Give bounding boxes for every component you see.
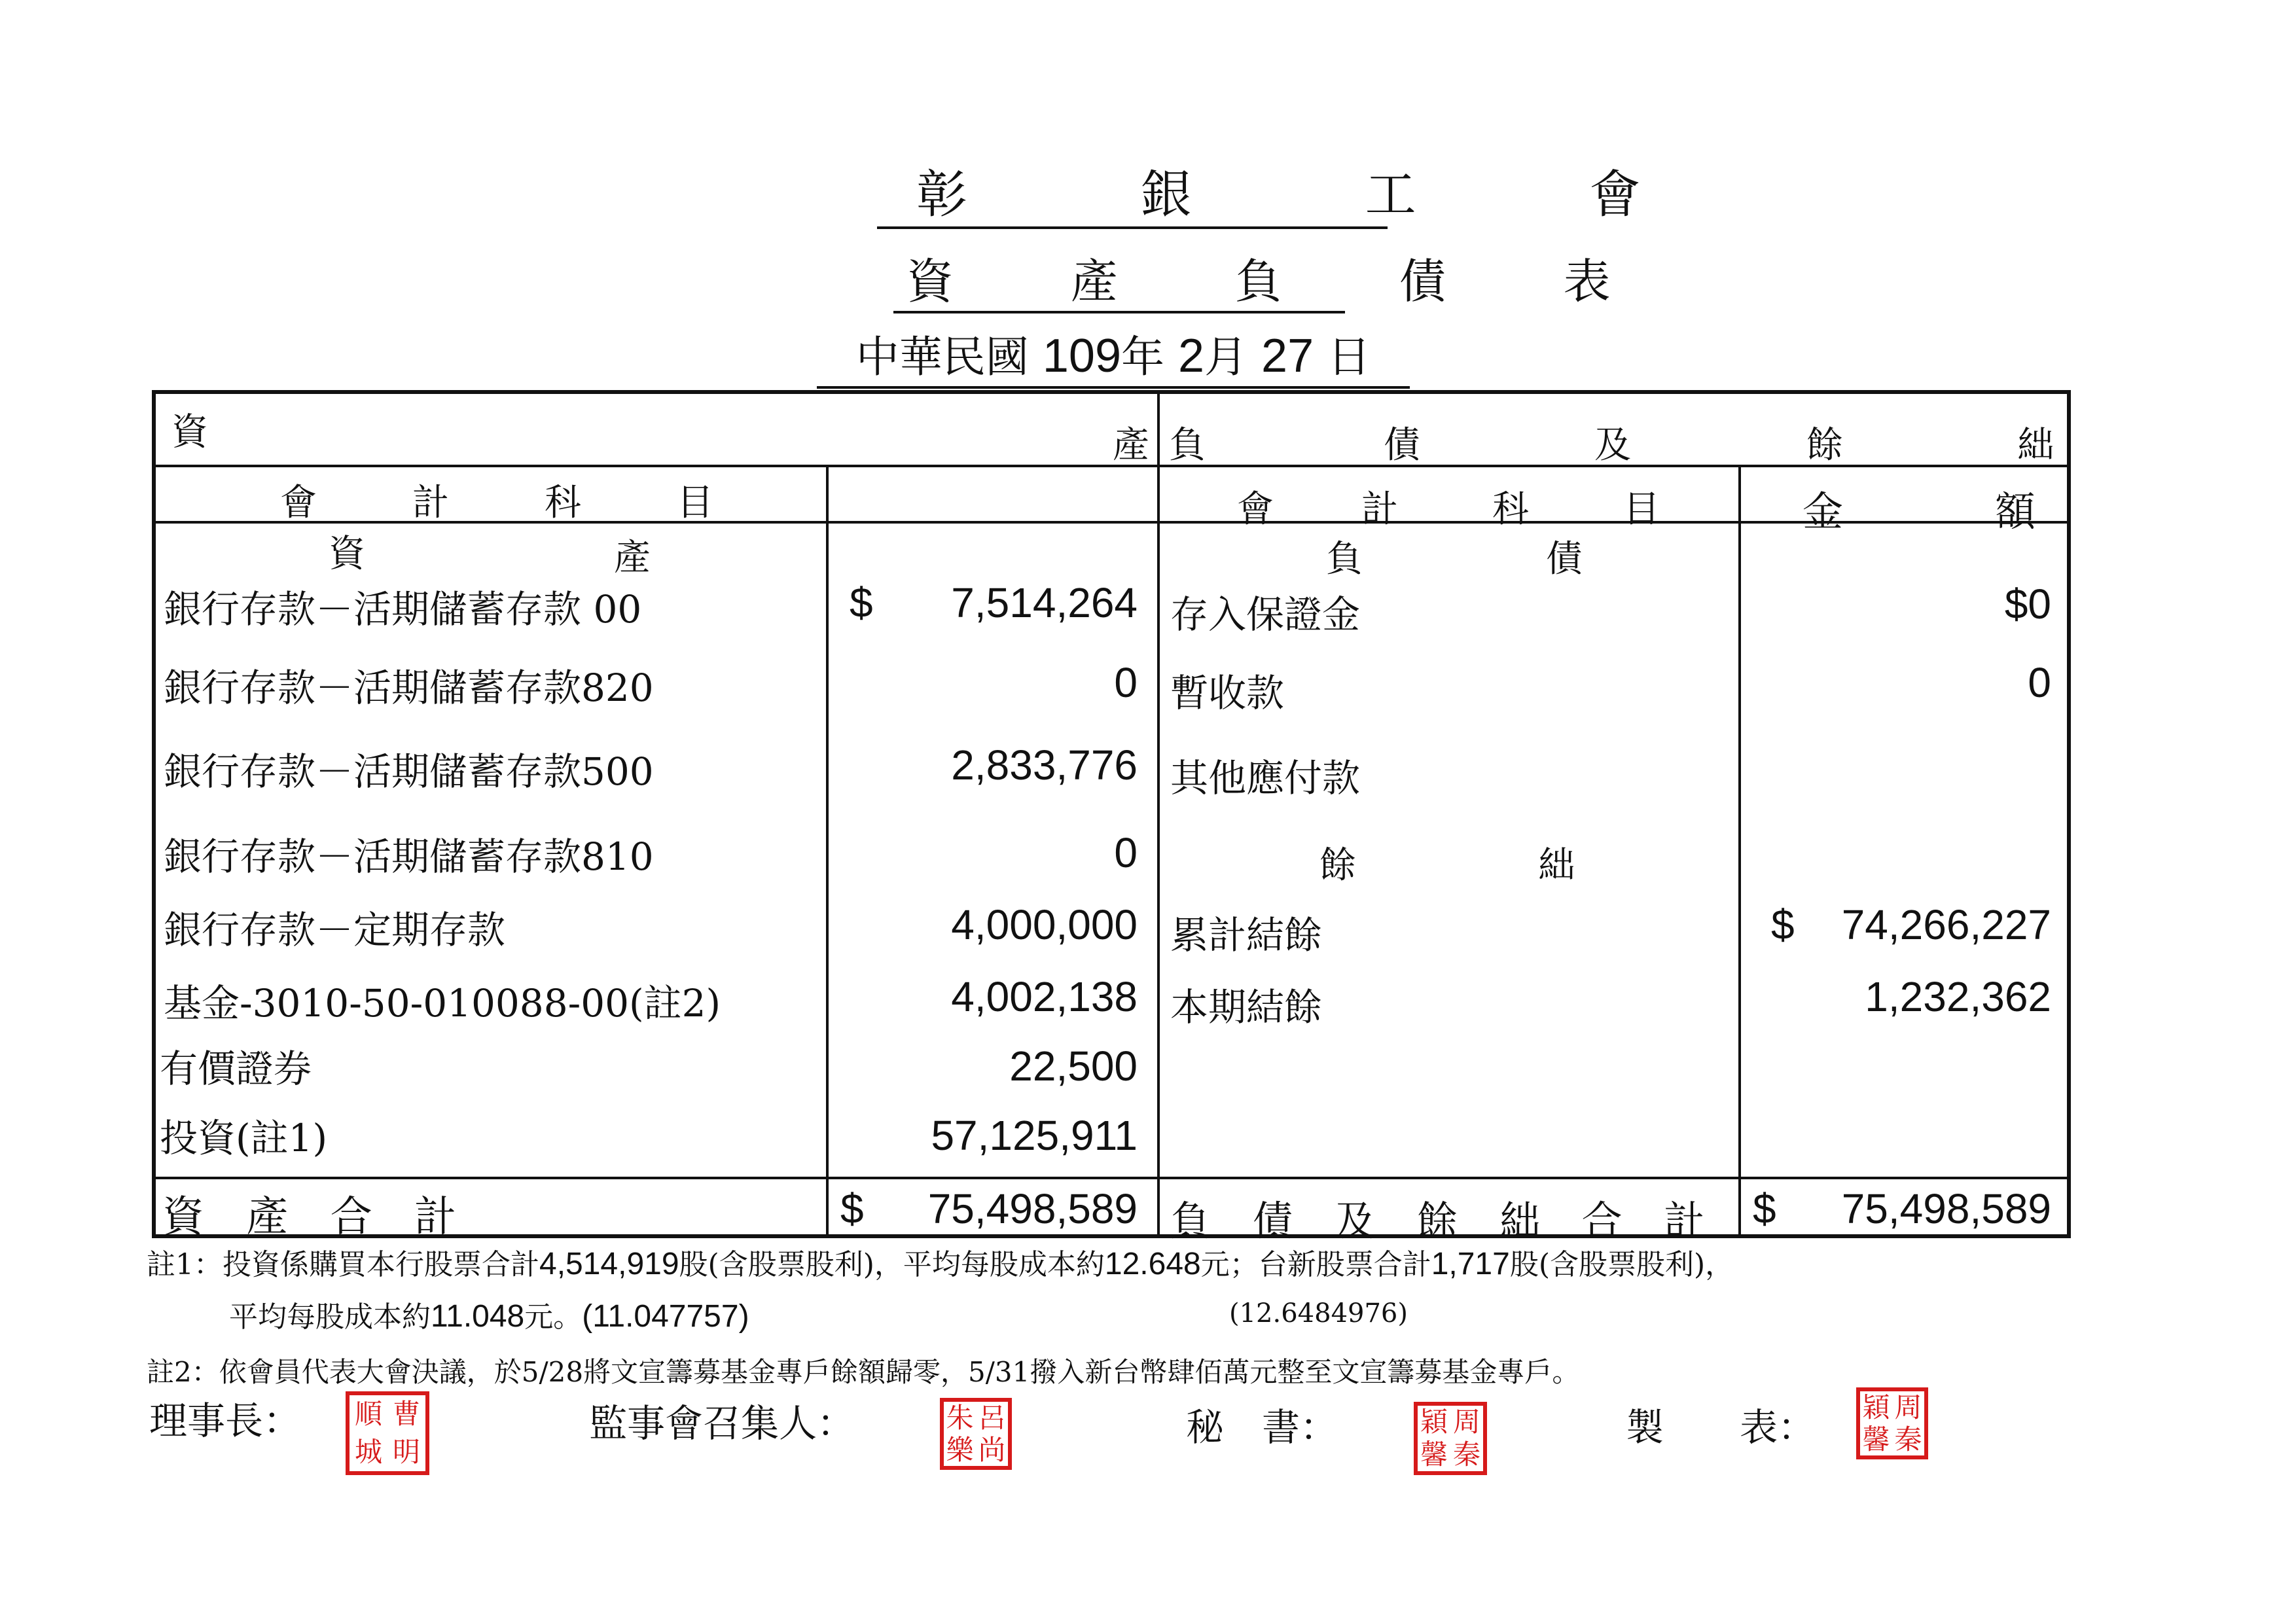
date-year: 109 (1042, 330, 1122, 382)
seal-char: 明 (392, 1436, 420, 1468)
total-assets-amount: 75,498,589 (927, 1185, 1138, 1232)
surplus-row-label: 本期結餘 (1170, 985, 1323, 1029)
asset-row-label: 投資(註1) (160, 1116, 328, 1160)
right-group-char-3: 及 (1594, 424, 1631, 467)
asset-row-amount: 4,002,138 (951, 973, 1138, 1020)
seal-char: 呂 (978, 1401, 1006, 1434)
seal-char: 城 (354, 1436, 382, 1468)
surplus-section-char-1: 餘 (1319, 844, 1356, 887)
seal-char: 馨 (1862, 1423, 1890, 1455)
seal-char: 穎 (1420, 1406, 1448, 1438)
asset-row-amount: 57,125,911 (931, 1112, 1138, 1159)
supervisor-label: 監事會召集人： (589, 1401, 855, 1446)
liab-account-col-char-1: 會 (1237, 488, 1274, 531)
date-day-unit: 日 (1327, 332, 1371, 382)
asset-row-amount: 22,500 (1009, 1043, 1138, 1090)
note-1-text: 平均每股成本約 (229, 1300, 431, 1334)
asset-row-currency: $ (850, 579, 873, 626)
account-col-char-4: 目 (677, 482, 713, 524)
right-group-char-1: 負 (1169, 424, 1206, 467)
asset-row-amount: 0 (1114, 829, 1138, 876)
note-1-avg-cost-precise: (12.6484976) (1229, 1298, 1408, 1329)
amount-col-char-1: 金 (1803, 488, 1844, 535)
liab-section-char-2: 債 (1546, 538, 1583, 580)
secretary-seal (1414, 1402, 1487, 1475)
assets-section-char-2: 產 (614, 537, 651, 579)
seal-char: 秦 (1452, 1438, 1480, 1471)
asset-row-amount: 7,514,264 (951, 579, 1138, 626)
liability-row-amount: $0 (2004, 580, 2051, 628)
amount-col-char-2: 額 (1995, 488, 2036, 535)
note-1-avg-cost: 12.648 (1104, 1247, 1201, 1281)
liab-account-col-char-3: 科 (1492, 488, 1529, 531)
chairman-label: 理事長： (149, 1399, 302, 1443)
total-liab-amount: 75,498,589 (1841, 1185, 2051, 1232)
surplus-section-char-2: 絀 (1538, 844, 1575, 887)
note-1-taishin-cost: 11.048 (431, 1299, 525, 1334)
right-group-char-4: 餘 (1806, 424, 1843, 467)
note-1-text: 股(含股票股利)，平均每股成本約 (679, 1248, 1105, 1281)
seal-char: 馨 (1420, 1438, 1448, 1471)
note-1-shares: 4,514,919 (539, 1247, 679, 1281)
assets-group-header-right: 產 (1113, 424, 1149, 467)
seal-char: 周 (1452, 1406, 1480, 1438)
liability-row-label: 其他應付款 (1170, 756, 1361, 800)
asset-row-label: 有價證券 (160, 1046, 312, 1091)
report-date (817, 327, 1410, 389)
preparer-seal (1856, 1387, 1928, 1459)
secretary-label: 秘 書： (1186, 1405, 1338, 1450)
note-2: 註2：依會員代表大會決議，於5/28將文宣籌募基金專戶餘額歸零，5/31撥入新台幣肆佰萬元整至文宣籌募基金專戶。 (147, 1356, 1580, 1388)
assets-section-char-1: 資 (329, 533, 365, 575)
asset-row-amount: 2,833,776 (951, 741, 1138, 789)
total-assets-currency: $ (840, 1185, 864, 1232)
liability-row-label: 暫收款 (1170, 671, 1285, 715)
seal-char: 朱 (946, 1401, 974, 1434)
asset-row-label: 銀行存款－活期儲蓄存款810 (164, 834, 654, 879)
surplus-row-currency: $ (1771, 901, 1795, 948)
liab-section-char-1: 負 (1326, 538, 1363, 580)
col-divider-2 (1157, 394, 1160, 1238)
balance-sheet-table (152, 390, 2071, 1245)
asset-row-label: 銀行存款－定期存款 (164, 908, 506, 952)
note-1-text: 元；台新股票合計 (1200, 1248, 1431, 1281)
note-1-line-1 (147, 1241, 1734, 1283)
date-prefix: 中華民國 (855, 332, 1029, 382)
right-group-char-2: 債 (1384, 424, 1420, 467)
seal-char: 尚 (978, 1433, 1006, 1466)
asset-row-label: 銀行存款－活期儲蓄存款 00 (164, 587, 642, 632)
surplus-row-amount: 1,232,362 (1865, 973, 2051, 1020)
chairman-seal (346, 1391, 429, 1475)
col-divider-3 (1738, 465, 1741, 1238)
date-month-unit: 月 (1204, 332, 1248, 382)
total-liab-label: 負 債 及 餘 絀 合 計 (1170, 1197, 1719, 1245)
date-day: 27 (1261, 330, 1314, 382)
seal-char: 秦 (1894, 1423, 1922, 1455)
liab-account-col-char-4: 目 (1623, 488, 1660, 531)
preparer-label: 製 表： (1626, 1405, 1816, 1450)
asset-row-amount: 4,000,000 (951, 901, 1138, 948)
total-liab-currency: $ (1753, 1185, 1776, 1232)
seal-char: 曹 (392, 1398, 420, 1430)
seal-char: 周 (1894, 1391, 1922, 1423)
col-divider-1 (826, 465, 829, 1238)
note-1-line-2 (229, 1293, 749, 1335)
asset-row-label: 基金-3010-50-010088-00(註2) (164, 981, 721, 1026)
assets-group-header-left: 資 (171, 411, 208, 454)
seal-char: 穎 (1862, 1391, 1890, 1423)
note-1-taishin-cost-precise: (11.047757) (582, 1299, 749, 1334)
asset-row-label: 銀行存款－活期儲蓄存款500 (164, 749, 654, 794)
liab-account-col-char-2: 計 (1361, 488, 1398, 531)
total-divider (156, 1177, 2067, 1179)
org-title: 彰 銀 工 會 (877, 164, 1388, 229)
seal-char: 樂 (946, 1433, 974, 1466)
seal-char: 順 (354, 1398, 382, 1430)
account-col-char-1: 會 (280, 482, 317, 524)
note-1-text: 註1：投資係購買本行股票合計 (147, 1248, 539, 1281)
asset-row-amount: 0 (1114, 659, 1138, 706)
asset-row-label: 銀行存款－活期儲蓄存款820 (164, 666, 654, 710)
header-divider (156, 465, 2067, 467)
note-1-taishin-shares: 1,717 (1431, 1247, 1510, 1281)
note-1-text: 股(含股票股利)， (1509, 1248, 1734, 1281)
account-col-char-2: 計 (412, 482, 449, 524)
document-title: 資 產 負 債 表 (893, 252, 1345, 313)
date-month: 2 (1178, 330, 1205, 382)
date-year-unit: 年 (1121, 332, 1165, 382)
supervisor-seal (940, 1398, 1012, 1470)
total-assets-label: 資 產 合 計 (162, 1193, 471, 1241)
liability-row-label: 存入保證金 (1170, 592, 1361, 637)
liability-row-amount: 0 (2028, 659, 2051, 706)
account-col-char-3: 科 (545, 482, 581, 524)
note-1-text: 元。 (524, 1300, 583, 1334)
surplus-row-amount: 74,266,227 (1841, 901, 2051, 948)
surplus-row-label: 累計結餘 (1170, 913, 1323, 957)
right-group-char-5: 絀 (2017, 424, 2054, 467)
